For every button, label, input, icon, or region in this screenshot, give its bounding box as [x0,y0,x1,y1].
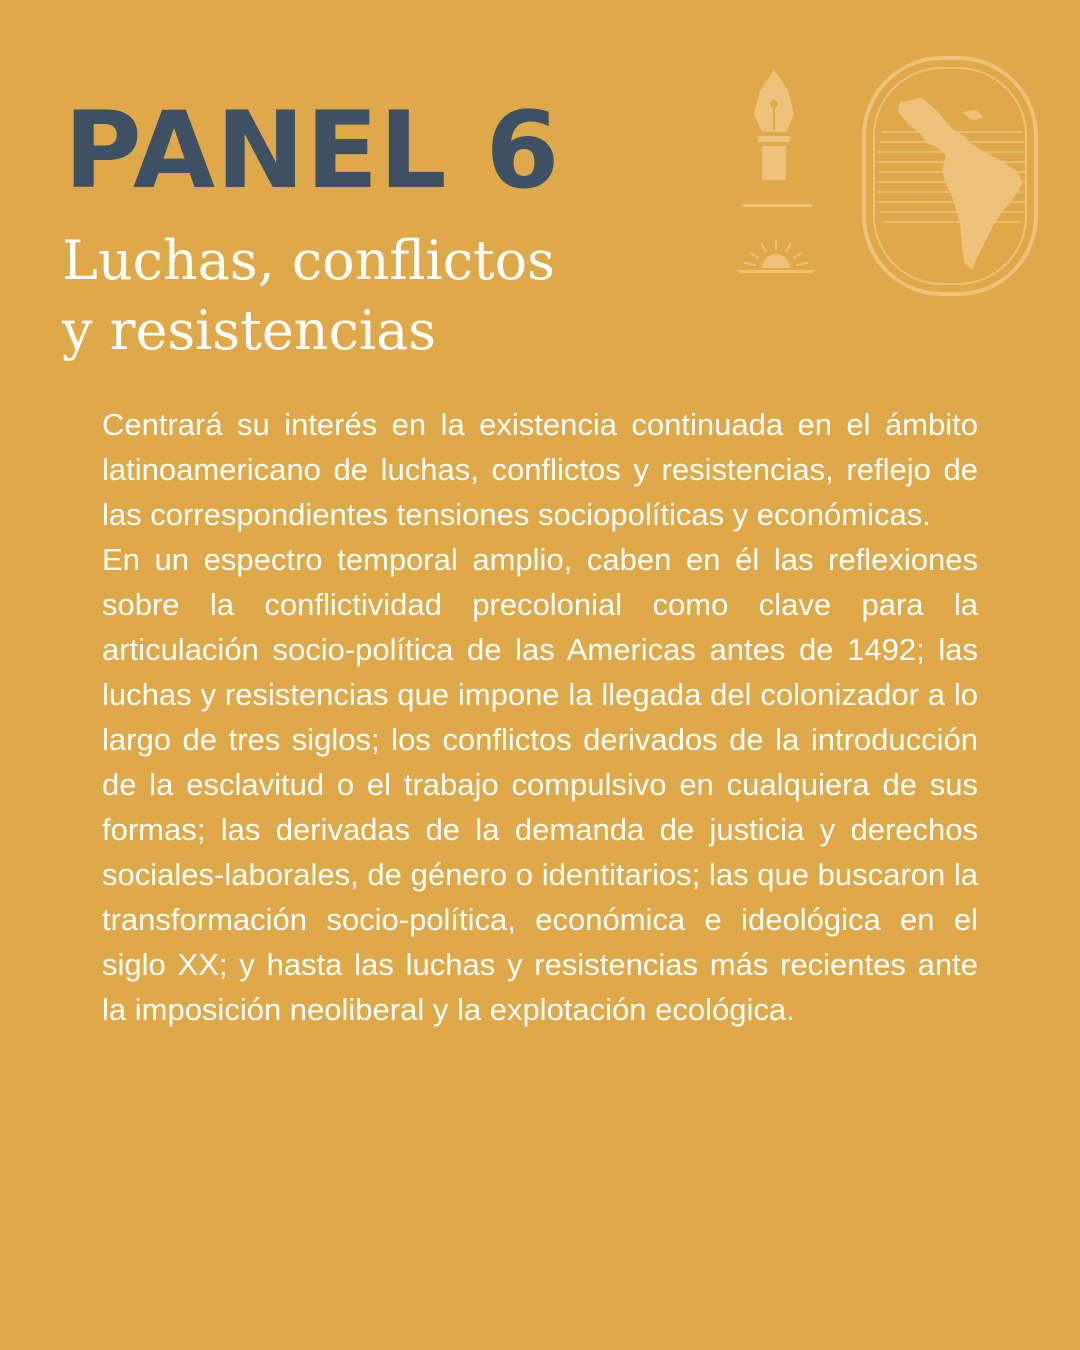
subtitle-line-1: Luchas, conflictos [62,229,555,292]
panel-title: PANEL 6 [64,89,561,212]
panel-subtitle [62,226,555,366]
emblem-graphic [732,52,1052,302]
description-paragraph-2: En un espectro temporal amplio, caben en él las reflexiones sobre la conflictividad precolonial como clave para la articulación socio-política de las Americas antes de 1492; las luchas y resistencias que impone la llegada del colonizador a lo largo de tres siglos; los conflictos derivados de la introducción de la esclavitud o el trabajo compulsivo en cualquiera de sus formas; las derivadas de la demanda de justicia y derechos sociales-laborales, de género o identitarios; las que buscaron la transformación socio-política, económica e ideológica en el siglo XX; y hasta las luchas y resistencias más recientes ante la imposición neoliberal y la explotación ecológica. [102,542,978,1027]
description-paragraph-1: Centrará su interés en la existencia continuada en el ámbito latinoamericano de luchas, conflictos y resistencias, reflejo de las correspondientes tensiones sociopolíticas y económicas. [102,407,978,532]
latin-america-map-icon [864,58,1036,294]
panel-description [102,402,978,1032]
subtitle-line-2: y resistencias [62,299,436,362]
pen-nib-icon [742,70,812,207]
sun-rays-icon [738,240,814,273]
